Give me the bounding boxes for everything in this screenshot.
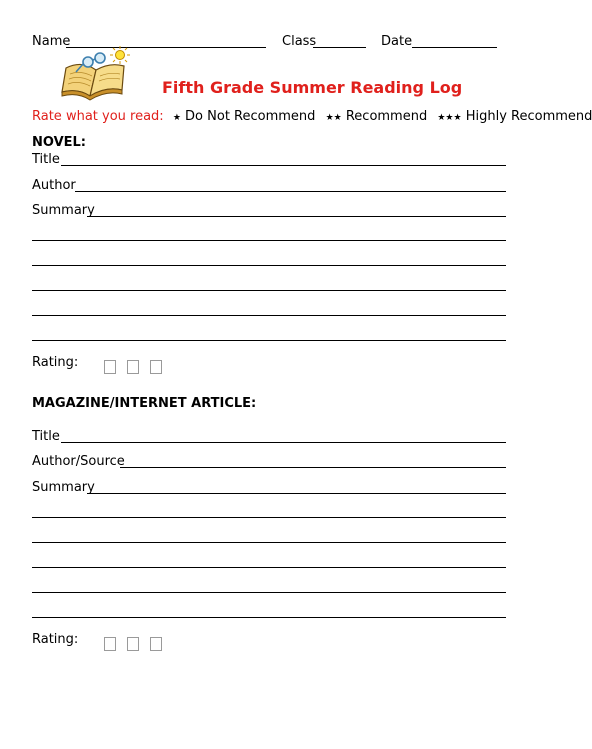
article-rating-label: Rating:: [32, 632, 79, 647]
article-author-label: Author/Source: [32, 454, 125, 469]
one-star-text: Do Not Recommend: [185, 109, 316, 124]
article-summary-field[interactable]: [87, 493, 506, 494]
article-summary-line[interactable]: [32, 592, 506, 593]
novel-summary-line[interactable]: [32, 265, 506, 266]
article-title-label: Title: [32, 429, 60, 444]
two-star-icon: ★★: [325, 113, 342, 123]
article-summary-line[interactable]: [32, 517, 506, 518]
date-label: Date: [381, 34, 413, 49]
novel-summary-line[interactable]: [32, 315, 506, 316]
novel-title-field[interactable]: [61, 165, 506, 166]
novel-summary-line[interactable]: [32, 240, 506, 241]
article-title-field[interactable]: [61, 442, 506, 443]
rating-legend-label: Rate what you read:: [32, 109, 164, 124]
novel-rating-label: Rating:: [32, 355, 79, 370]
article-rating-box-2[interactable]: [127, 637, 139, 651]
three-star-text: Highly Recommend: [465, 109, 592, 124]
book-icon: [60, 46, 134, 102]
three-star-icon: ★★★: [437, 113, 462, 123]
novel-rating-box-2[interactable]: [127, 360, 139, 374]
novel-rating-box-3[interactable]: [150, 360, 162, 374]
page-title: Fifth Grade Summer Reading Log: [162, 78, 463, 97]
article-rating-box-1[interactable]: [104, 637, 116, 651]
novel-rating-box-1[interactable]: [104, 360, 116, 374]
novel-author-field[interactable]: [75, 191, 506, 192]
article-heading: MAGAZINE/INTERNET ARTICLE:: [32, 396, 257, 411]
rating-legend: [32, 109, 592, 126]
novel-summary-label: Summary: [32, 203, 95, 218]
article-rating-box-3[interactable]: [150, 637, 162, 651]
class-label: Class: [282, 34, 317, 49]
date-field[interactable]: [412, 47, 497, 48]
article-summary-line[interactable]: [32, 542, 506, 543]
article-author-field[interactable]: [120, 467, 506, 468]
name-label: Name: [32, 34, 71, 49]
novel-summary-line[interactable]: [32, 340, 506, 341]
article-summary-label: Summary: [32, 480, 95, 495]
two-star-text: Recommend: [345, 109, 428, 124]
article-summary-line[interactable]: [32, 617, 506, 618]
article-summary-line[interactable]: [32, 567, 506, 568]
novel-title-label: Title: [32, 152, 60, 167]
novel-author-label: Author: [32, 178, 76, 193]
novel-heading: NOVEL:: [32, 135, 87, 150]
class-field[interactable]: [313, 47, 366, 48]
novel-summary-line[interactable]: [32, 290, 506, 291]
novel-summary-field[interactable]: [87, 216, 506, 217]
one-star-icon: ★: [172, 113, 181, 123]
